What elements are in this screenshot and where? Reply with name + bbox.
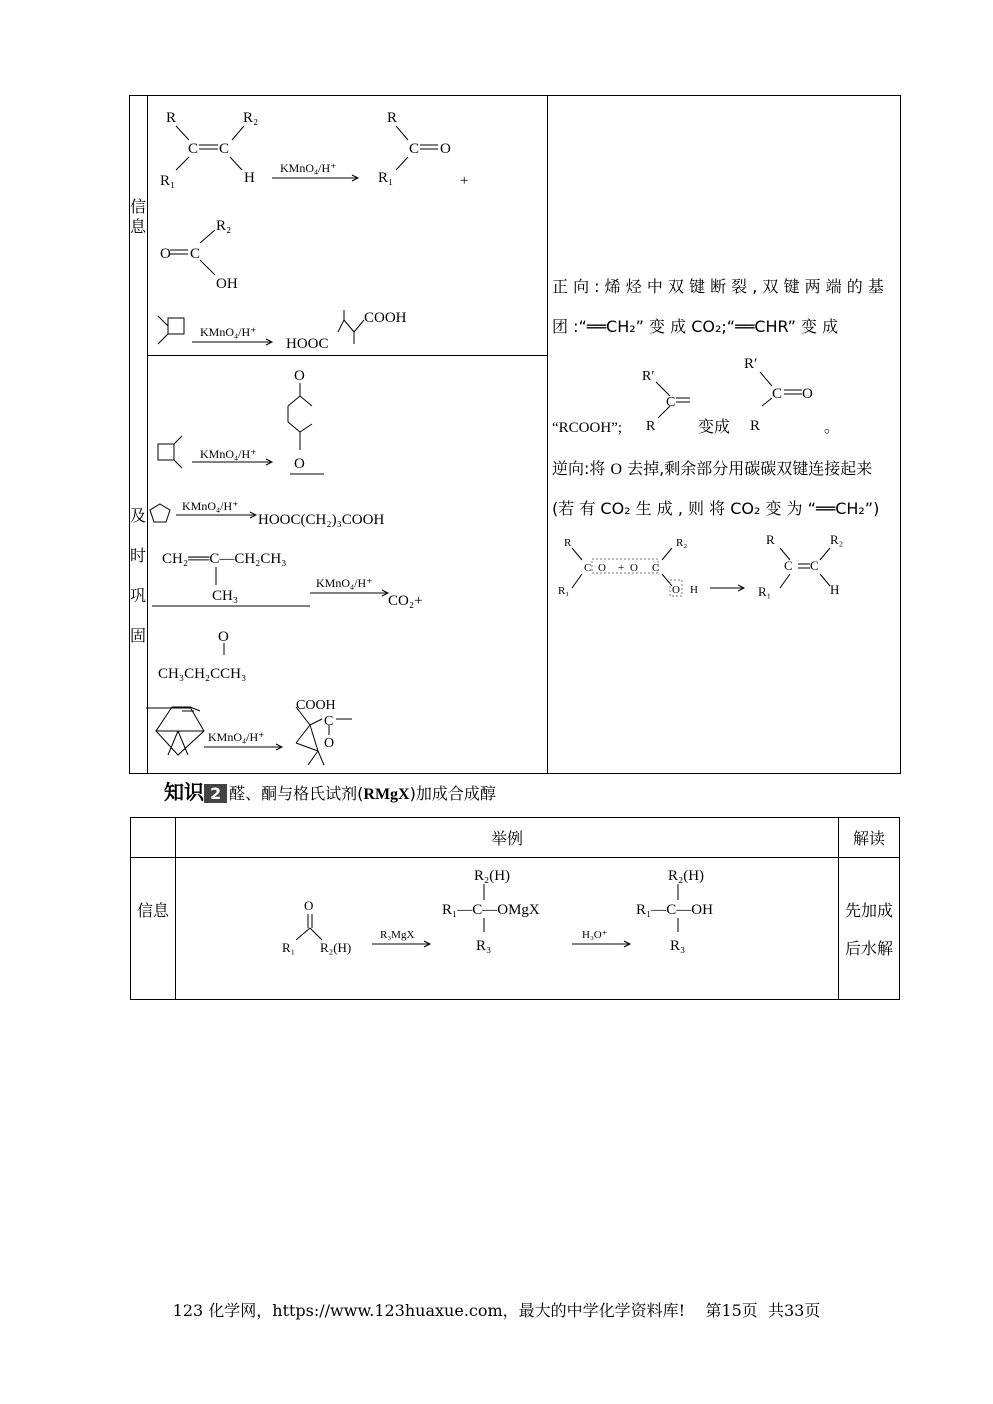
table2-header-reading: 解读 bbox=[852, 829, 885, 848]
gr-r2h: R₂(H) bbox=[320, 940, 352, 955]
eq1-acid-c: C bbox=[190, 246, 201, 262]
row-label-practice: 及时巩固 bbox=[130, 506, 147, 645]
info-equation-1 bbox=[150, 100, 480, 300]
grignard-scheme bbox=[278, 860, 748, 970]
gr-int-r3: R₃ bbox=[476, 938, 492, 954]
explain-c-2: C bbox=[772, 386, 783, 402]
explain-rcooh-scheme bbox=[552, 352, 852, 442]
eq1-prod-r: R bbox=[387, 110, 398, 126]
gr-int-r2h: R₂(H) bbox=[474, 868, 511, 884]
explain-period: 。 bbox=[824, 419, 841, 436]
section2-badge-num: 2 bbox=[204, 784, 227, 803]
explain-rprime-1: R′ bbox=[642, 369, 655, 384]
eq1-r: R bbox=[166, 110, 177, 126]
eq2-cooh: COOH bbox=[364, 310, 407, 326]
info-equation-2 bbox=[150, 300, 430, 355]
p3-ketone: CH₃CH₂CCH₃ bbox=[158, 666, 247, 682]
explain-forward-line2: 团 :“══CH₂” 变 成 CO₂;“══CHR” 变 成 bbox=[552, 317, 839, 336]
p3-co2: CO₂+ bbox=[388, 593, 423, 609]
eq1-acid-o: O bbox=[160, 246, 171, 262]
rev-plus: + bbox=[618, 562, 625, 574]
table2-row-label: 信息 bbox=[136, 901, 169, 920]
p4-cooh: COOH bbox=[296, 698, 336, 713]
practice-3 bbox=[148, 545, 448, 690]
eq1-c-right: C bbox=[219, 141, 230, 157]
row-label-info: 信息 bbox=[130, 197, 147, 236]
table2-header-example: 举例 bbox=[490, 829, 523, 848]
p1-reagent: KMnO₄/H⁺ bbox=[200, 447, 257, 461]
practice-4 bbox=[146, 695, 376, 770]
rev-r2: R₂ bbox=[676, 537, 688, 549]
gr-o: O bbox=[304, 898, 314, 913]
gr-reagent2: H₃O⁺ bbox=[582, 929, 608, 941]
rev-h: H bbox=[690, 584, 698, 596]
rev-prod-h: H bbox=[830, 582, 840, 597]
rev-c1: C bbox=[584, 562, 592, 574]
p4-o: O bbox=[324, 736, 335, 751]
explain-c-1: C bbox=[666, 395, 676, 410]
gr-prod-r2h: R₂(H) bbox=[668, 868, 705, 884]
eq1-prod-o: O bbox=[440, 141, 451, 157]
p3-methyl: CH₃ bbox=[212, 588, 239, 604]
p4-c: C bbox=[324, 714, 334, 729]
rev-prod-r2: R₂ bbox=[830, 532, 844, 547]
eq1-acid-oh: OH bbox=[216, 276, 238, 292]
explain-rprime-2: R′ bbox=[744, 356, 758, 372]
rev-o3: O bbox=[672, 584, 680, 596]
eq1-acid-r2: R₂ bbox=[216, 218, 232, 234]
eq1-plus: + bbox=[460, 173, 469, 189]
rev-o2: O bbox=[630, 562, 638, 574]
eq1-h: H bbox=[244, 170, 255, 186]
table2-reading-1: 先加成 bbox=[844, 901, 893, 920]
explain-forward-line1: 正 向 : 烯 烃 中 双 键 断 裂 , 双 键 两 端 的 基 bbox=[552, 277, 884, 296]
p3-ketone-o: O bbox=[218, 629, 229, 645]
section2-badge: 知识 bbox=[164, 780, 204, 804]
rev-prod-c1: C bbox=[784, 558, 793, 573]
eq1-reagent: KMnO₄/H⁺ bbox=[280, 161, 337, 175]
gr-reagent1: R₃MgX bbox=[380, 929, 415, 941]
rev-r1: R₁ bbox=[558, 585, 570, 597]
explain-reverse-line1: 逆向:将 O 去掉,剩余部分用碳碳双键连接起来 bbox=[552, 459, 873, 478]
eq2-reagent: KMnO₄/H⁺ bbox=[200, 325, 257, 339]
rev-prod-r: R bbox=[766, 532, 775, 547]
gr-int-main: R₁—C—OMgX bbox=[442, 902, 540, 918]
gr-r1: R₁ bbox=[282, 940, 296, 955]
practice-2 bbox=[148, 492, 448, 532]
eq1-prod-r1: R₁ bbox=[378, 170, 394, 186]
eq1-r2: R₂ bbox=[243, 110, 259, 126]
eq1-c-left: C bbox=[188, 141, 199, 157]
p1-o-bottom: O bbox=[294, 456, 305, 472]
section2-heading: 知识 2 醛、酮与格氏试剂(RMgX)加成合成醇 bbox=[164, 780, 496, 804]
explain-r-1: R bbox=[646, 419, 656, 434]
explain-becomes: 变成 bbox=[698, 419, 731, 436]
explain-reverse-scheme bbox=[552, 532, 892, 607]
p3-reagent: KMnO₄/H⁺ bbox=[316, 576, 373, 590]
gr-prod-main: R₁—C—OH bbox=[636, 902, 713, 918]
p2-reagent: KMnO₄/H⁺ bbox=[182, 499, 239, 513]
explain-reverse-line2: (若 有 CO₂ 生 成 , 则 将 CO₂ 变 为 “══CH₂”) bbox=[552, 499, 880, 518]
p4-reagent: KMnO₄/H⁺ bbox=[208, 730, 265, 744]
p1-o-top: O bbox=[294, 368, 305, 384]
p3-alkene: CH₂══C—CH₂CH₃ bbox=[162, 551, 287, 567]
rev-prod-r1: R₁ bbox=[758, 584, 772, 599]
practice-1 bbox=[150, 360, 350, 480]
eq1-r1: R₁ bbox=[160, 173, 176, 189]
explain-r-2: R bbox=[750, 418, 761, 434]
page-footer: 123 化学网，https://www.123huaxue.com，最大的中学化学资料库! 第15页 共33页 bbox=[172, 1301, 821, 1320]
table2-reading-2: 后水解 bbox=[844, 939, 893, 958]
rev-o1: O bbox=[598, 562, 606, 574]
rev-c2: C bbox=[652, 562, 660, 574]
rev-prod-c2: C bbox=[810, 558, 819, 573]
p2-product: HOOC(CH₂)₃COOH bbox=[258, 512, 385, 528]
eq1-prod-c: C bbox=[409, 141, 420, 157]
gr-prod-r3: R₃ bbox=[670, 938, 686, 954]
rev-r: R bbox=[564, 537, 572, 549]
explain-rcooh: “RCOOH”; bbox=[552, 420, 622, 436]
eq2-hooc: HOOC bbox=[286, 336, 329, 352]
explain-o-2: O bbox=[802, 386, 813, 402]
